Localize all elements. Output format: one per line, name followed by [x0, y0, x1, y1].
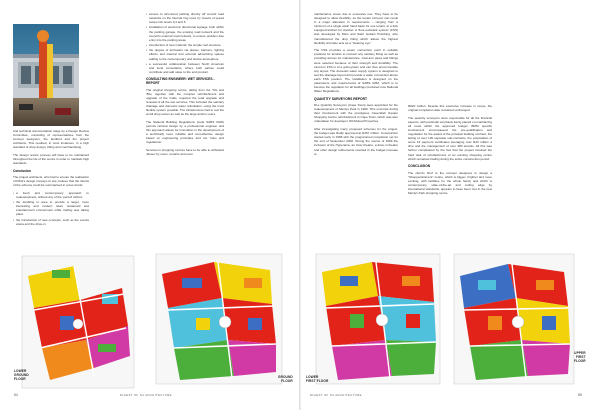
left-col1-bullets [13, 191, 89, 226]
left-col1-para1: and technical documentation stage by a Design Review Committee, consisting of representatives from the concept designers, the landlord and the project architects. This resulted, in most instances, in a high standard of shop design, fitting and merchandising. [13, 129, 89, 150]
left-col2-bullets [146, 12, 224, 74]
right-col1-para4: After investigating many proposed schemes for the project, the budget was finally approved at R457 million. Construction started early in 1998 with the programmed completion set for the end of September 2000. During the course of 1999 the inclusion of the Hyperama, an Imax theatre, a drive-in theatre and other design refinements resulted in the budget increase to [314, 127, 398, 156]
lower-first-floor-label: LOWER FIRST FLOOR [306, 375, 329, 383]
right-col1-para3: DLL Quantity Surveyors (Cape Town) were appointed for the redevelopment of Menlyn Park in 1996. This occurred during their involvement with the prestigious Cavendish Square Shopping Centre refurbishment in Cape Town, which was also undertaken for developer Old Mutual Properties. [314, 103, 398, 124]
ground-floor-label: GROUND FLOOR [278, 375, 293, 383]
right-col2-para2: The quantity surveyors were responsible for all the financial aspects, with particular emphasis being placed on maintaining all costs within the approved budget. BMSI specific involvement encompassed the pre-qualification and negotiation for the award of the principal building contract, the letting of over 130 separate sub-contracts, the preparation of some 19 payment certificates averaging over R23 million a time and the management of over 380 tenants. All this was further complicated by the fact that the project involved the hard task of refurbishment of an existing shopping centre which remained trading during the entire construction period. [408, 115, 492, 161]
bullet-item: • a fresh and contemporary approach to redevelopment, without any of the 'period' clichés [13, 191, 89, 199]
bullet-item: • access to structured parking directly off council road networks on the internal ring road, by means of speed ramps into levels 3,4 and 5 [146, 12, 224, 24]
lower-first-floor-plan [306, 248, 444, 394]
left-col2-para1: The original shopping centre, dating from the '70s and '80s, together with the complex refurbishment and upgrade of the malls, required the total upgrade and renewal of all the wet services. This included the sanitary drainage and domestic water reticulation, using the most flexible system possible. The infrastructure had to suit the small shop owner as well as the large anchor users. [146, 87, 224, 117]
upper-first-floor-plan [450, 248, 590, 394]
left-col2-heading: CONSULTING ENGINEER: WET SERVICES - REPORT [146, 77, 215, 86]
bullet-item: • the doubling in area to provide a larger, more interesting and modern retail, restaurant and entertainment environment while trading was taking place [13, 200, 89, 216]
bullet-item: • the degree of animation via planes, banners, lighting effects and internal and external advertising spaces adding to the contemporary and festive atmosphere [146, 48, 224, 60]
left-col2-para3: Services in shopping centres have to be able to withstand 'abuse' by users, tenants and even [146, 147, 224, 156]
right-col2-para3: The client's brief to the concept designers to design a "Shoppertainment" centre, which is bigger, brighter and more exciting, with facilities for the whole family and which is contemporary, state-of-the-art and cutting edge by international standards, appears to have been met in the new Menlyn Park shopping centre. [408, 170, 492, 195]
upper-first-floor-label: UPPER FIRST FLOOR [574, 351, 586, 363]
right-col1-heading: QUANTITY SURVEYORS REPORT [314, 96, 368, 101]
magazine-name-right: DIGEST OF SA ARCHITECTURE [310, 393, 362, 397]
right-column-1 [314, 12, 398, 159]
left-column-1 [13, 129, 89, 229]
spine-gutter [299, 0, 301, 410]
lower-ground-floor-label: LOWER GROUND FLOOR [14, 369, 29, 381]
left-col2-para2: The National Building Regulations (code SABS 0400) permits rational design by a professional engineer and this approach allows for innovation in the development of a technically more suitable and cost-effective design based on engineering principles and not 'rules and regulations'. [146, 119, 224, 145]
right-col1-para1: maintenance crews due to excessive use. They have to be designed to allow flexibility, as the tenant turnover can result in a major alteration in requirements – ranging from a minimum of a single wash hand basin for one tenant, to a fully equipped kitchen for another. A 'floor-substack system' (FSS) was developed by DGG and Saint Gobain Plumbing, who manufactured the drop fitting which allows the highest flexibility and also acts as a "cleaning eye". [314, 12, 398, 45]
lower-ground-floor-plan [14, 248, 140, 394]
bullet-item: • installation of electronic directional signage, both within the parking garage, the existing road network and the council's external road network, to ensure problem-free entry into the parking areas [146, 25, 224, 41]
magazine-name-left: DIGEST OF SA ARCHITECTURE [120, 393, 172, 397]
bullet-item: • a successful collaboration between North American and local consultants, where both parties could contribute and add value to the end product. [146, 62, 224, 74]
left-col1-para3: The project architects, who had to ensure the realisation of DDG's design concept on site, believe that the intents of the scheme could be summarised in a few words: [13, 175, 89, 188]
right-col2-para1: R820 million. Despite this extensive increase in scope, the original completion date remained unchanged. [408, 104, 492, 113]
shopping-centre-photo [13, 24, 79, 126]
right-column-2 [408, 104, 492, 199]
right-col1-para2: The FSS provides a sewer connection point in suitable positions for tenants to connect any sanitary fitting as well as providing access for maintenance. Cast-iron pipes and fittings were selected because of their strength and durability. The cast-iron FSS is of a grid-system and can thus accommodate any layout. The domestic water supply system is designed to suit the drainage layout and provide a water connection above each FSS position. The installation is designed on the parameters and requirements of SABS 0252, which is to become the regulation for all buildings produced now National Water Regulations. [314, 48, 398, 94]
ground-floor-plan [152, 248, 294, 394]
right-col2-heading: CONCLUSION [408, 164, 431, 169]
left-column-2 [146, 12, 224, 160]
page-number-right: 85 [578, 393, 582, 397]
bullet-item: • introduction of new material: the simple roof structure [146, 43, 224, 47]
bullet-item: • the introduction of new concepts, such as the events arena and the drive-in [13, 218, 89, 226]
page-number-left: 84 [14, 393, 18, 397]
left-col1-para2: The design review process will have to be maintained throughout the life of the centre in order to maintain high standards. [13, 152, 89, 166]
left-col1-heading: Conclusion [13, 168, 31, 173]
